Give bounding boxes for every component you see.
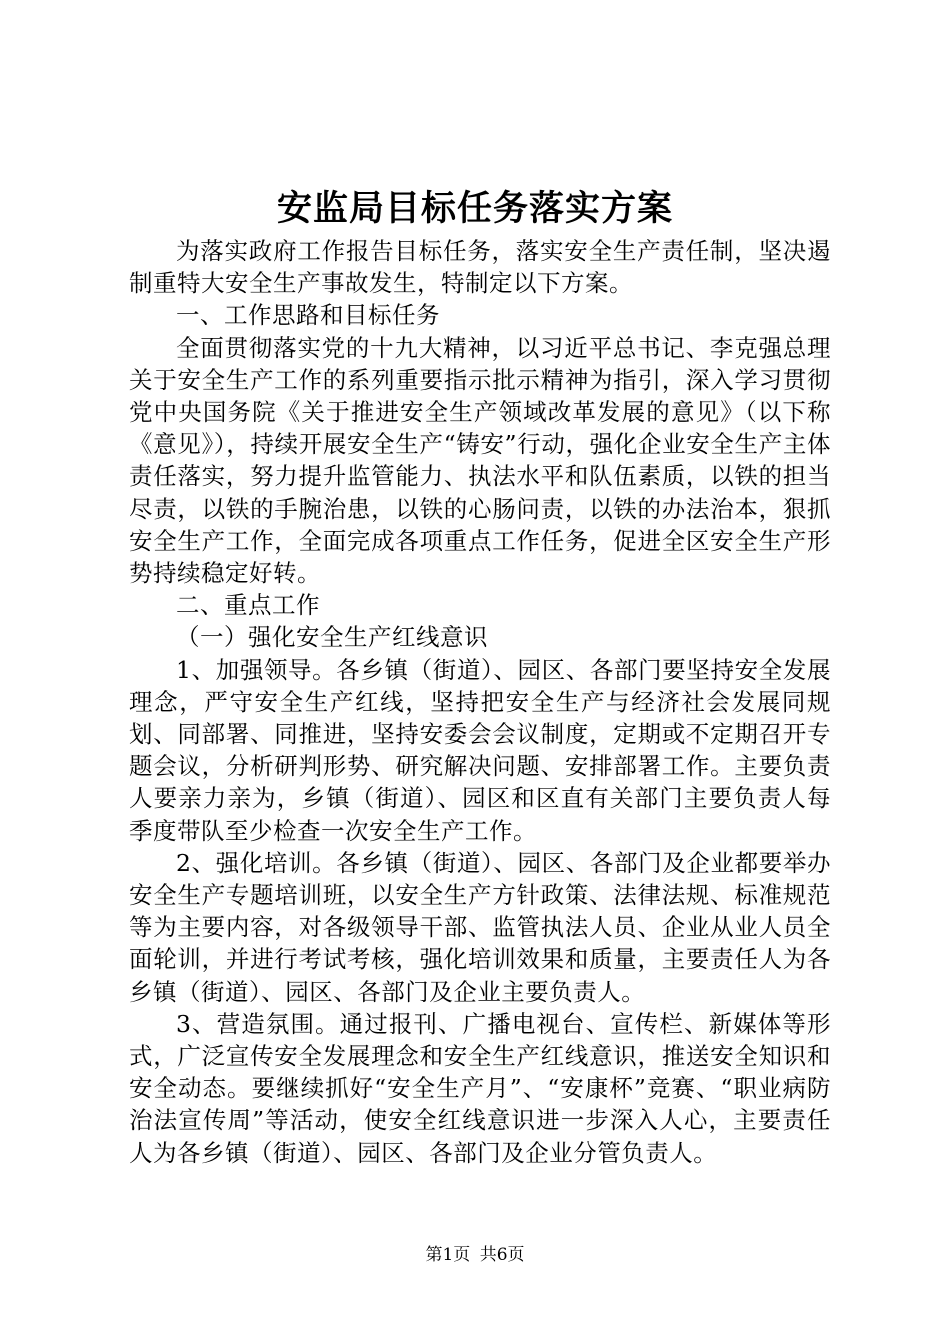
paragraph-item-2: 2、强化培训。各乡镇（街道）、园区、各部门及企业都要举办安全生产专题培训班，以安全生产方针政策、法律法规、标准规范等为主要内容，对各级领导干部、监管执法人员、企业从业人员全面轮训，并进行考试考核，强化培训效果和质量，主要责任人为各乡镇（街道）、园区、各部门及企业主要负责人。: [129, 848, 831, 1006]
heading-section-1: 一、工作思路和目标任务: [176, 301, 440, 330]
page-footer: [0, 1244, 950, 1266]
paragraph-intro: 为落实政府工作报告目标任务，落实安全生产责任制，坚决遏制重特大安全生产事故发生，特制定以下方案。: [129, 237, 831, 298]
paragraph-item-1: 1、加强领导。各乡镇（街道）、园区、各部门要坚持安全发展理念，严守安全生产红线，坚持把安全生产与经济社会发展同规划、同部署、同推进，坚持安委会会议制度，定期或不定期召开专题会议，分析研判形势、研究解决问题、安排部署工作。主要负责人要亲力亲为，乡镇（街道）、园区和区直有关部门主要负责人每季度带队至少检查一次安全生产工作。: [129, 655, 831, 845]
heading-section-2: 二、重点工作: [176, 591, 320, 620]
paragraph-section-1: 全面贯彻落实党的十九大精神，以习近平总书记、李克强总理关于安全生产工作的系列重要指示批示精神为指引，深入学习贯彻党中央国务院《关于推进安全生产领域改革发展的意见》（以下称《意见》），持续开展安全生产“铸安”行动，强化企业安全生产主体责任落实，努力提升监管能力、执法水平和队伍素质，以铁的担当尽责，以铁的手腕治患，以铁的心肠问责，以铁的办法治本，狠抓安全生产工作，全面完成各项重点工作任务，促进全区安全生产形势持续稳定好转。: [129, 333, 831, 588]
page-number: 第1页: [425, 1245, 471, 1265]
document-title: 安监局目标任务落实方案: [276, 188, 673, 229]
page-total: 共6页: [479, 1245, 525, 1265]
subheading-section-2-1: （一）强化安全生产红线意识: [176, 623, 488, 652]
paragraph-item-3: 3、营造氛围。通过报刊、广播电视台、宣传栏、新媒体等形式，广泛宣传安全发展理念和安全生产红线意识，推送安全知识和安全动态。要继续抓好“安全生产月”、“安康杯”竞赛、“职业病防治法宣传周”等活动，使安全红线意识进一步深入人心，主要责任人为各乡镇（街道）、园区、各部门及企业分管负责人。: [129, 1009, 831, 1167]
document-body: [129, 235, 831, 1169]
